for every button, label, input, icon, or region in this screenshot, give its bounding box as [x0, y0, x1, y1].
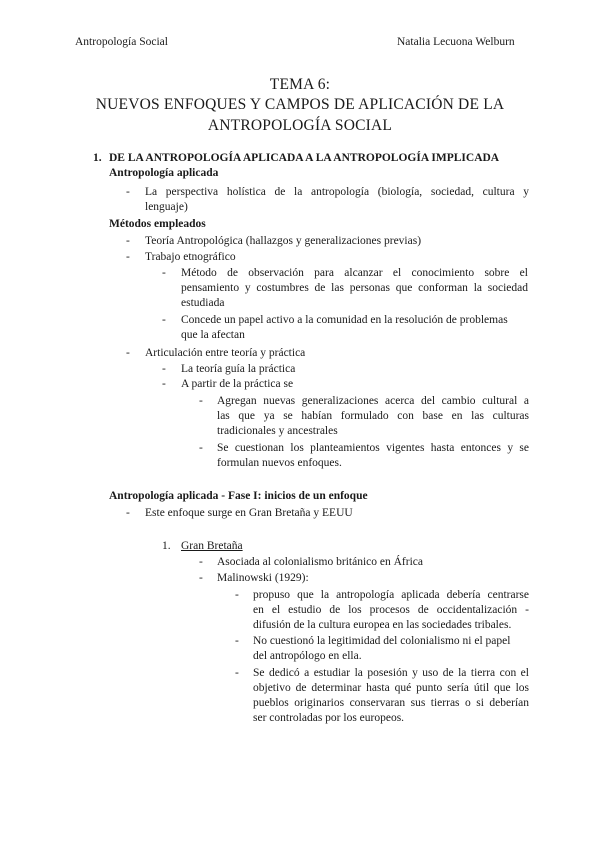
bullet-dash: - — [126, 186, 130, 198]
list-item: Método de observación para alcanzar el conocimiento sobre el — [181, 267, 528, 279]
title-line-1: TEMA 6: — [269, 76, 331, 93]
list-item: Asociada al colonialismo británico en África — [217, 556, 423, 568]
bullet-dash: - — [126, 347, 130, 359]
list-item-cont: estudiada — [181, 297, 225, 309]
title-line-2: NUEVOS ENFOQUES Y CAMPOS DE APLICACIÓN DE LA — [95, 96, 505, 113]
header-author: Natalia Lecuona Welburn — [397, 36, 515, 48]
list-item: Concede un papel activo a la comunidad en la resolución de problemas — [181, 314, 508, 326]
bullet-dash: - — [126, 507, 130, 519]
list-item: Malinowski (1929): — [217, 572, 309, 584]
bullet-dash: - — [162, 314, 166, 326]
list-item: La teoría guía la práctica — [181, 363, 296, 375]
bullet-dash: - — [235, 589, 239, 601]
bullet-dash: - — [235, 667, 239, 679]
subheading-antropologia-aplicada: Antropología aplicada — [109, 167, 219, 179]
header-subject: Antropología Social — [75, 36, 168, 48]
title-line-3: ANTROPOLOGÍA SOCIAL — [207, 117, 393, 134]
subheading-fase-1: Antropología aplicada - Fase I: inicios de un enfoque — [109, 490, 368, 502]
list-item-cont: lenguaje) — [145, 201, 188, 213]
list-item-cont: las que ya se habían formulado con base en las culturas — [217, 410, 529, 422]
list-item-cont: que la afectan — [181, 329, 245, 341]
bullet-dash: - — [199, 442, 203, 454]
bullet-dash: - — [199, 556, 203, 568]
bullet-dash: - — [199, 572, 203, 584]
list-item-cont: objetivo de determinar hasta qué punto sería útil que los — [253, 682, 529, 694]
list-item: Teoría Antropológica (hallazgos y generalizaciones previas) — [145, 235, 422, 247]
list-item: Agregan nuevas generalizaciones acerca del cambio cultural a — [217, 395, 529, 407]
list-item: No cuestionó la legitimidad del colonialismo ni el papel — [253, 635, 511, 647]
list-item: A partir de la práctica se — [181, 378, 294, 390]
bullet-dash: - — [199, 395, 203, 407]
list-item: Este enfoque surge en Gran Bretaña y EEUU — [145, 507, 353, 519]
list-item-cont: ser controladas por los europeos. — [253, 712, 405, 724]
list-item: Se dedicó a estudiar la posesión y uso de la tierra con el — [253, 667, 529, 679]
list-item-cont: pensamiento y costumbres de las personas que conforman la sociedad — [181, 282, 528, 294]
list-item-cont: formulan nuevos enfoques. — [217, 457, 342, 469]
list-item: Trabajo etnográfico — [145, 251, 236, 263]
list-item-cont: pueblos originarios conservaran sus tierras o si deberían — [253, 697, 529, 709]
bullet-dash: - — [235, 635, 239, 647]
bullet-dash: - — [126, 235, 130, 247]
section-heading: DE LA ANTROPOLOGÍA APLICADA A LA ANTROPOLOGÍA IMPLICADA — [109, 152, 500, 164]
section-number: 1. — [93, 152, 102, 164]
numbered-item-number: 1. — [162, 540, 171, 552]
list-item-cont: tradicionales y ancestrales — [217, 425, 338, 437]
bullet-dash: - — [126, 251, 130, 263]
list-item-cont: del antropólogo en ella. — [253, 650, 362, 662]
list-item: La perspectiva holística de la antropología (biología, sociedad, cultura y — [145, 186, 529, 198]
list-item: propuso que la antropología aplicada debería centrarse — [253, 589, 529, 601]
list-item: Articulación entre teoría y práctica — [145, 347, 306, 359]
numbered-item-title: Gran Bretaña — [181, 540, 243, 552]
list-item: Se cuestionan los planteamientos vigentes hasta entonces y se — [217, 442, 529, 454]
bullet-dash: - — [162, 267, 166, 279]
subheading-metodos: Métodos empleados — [109, 218, 206, 230]
bullet-dash: - — [162, 378, 166, 390]
list-item-cont: en el estudio de los procesos de occidentalización - — [253, 604, 529, 616]
list-item-cont: difusión de la cultura europea en las sociedades tribales. — [253, 619, 512, 631]
bullet-dash: - — [162, 363, 166, 375]
